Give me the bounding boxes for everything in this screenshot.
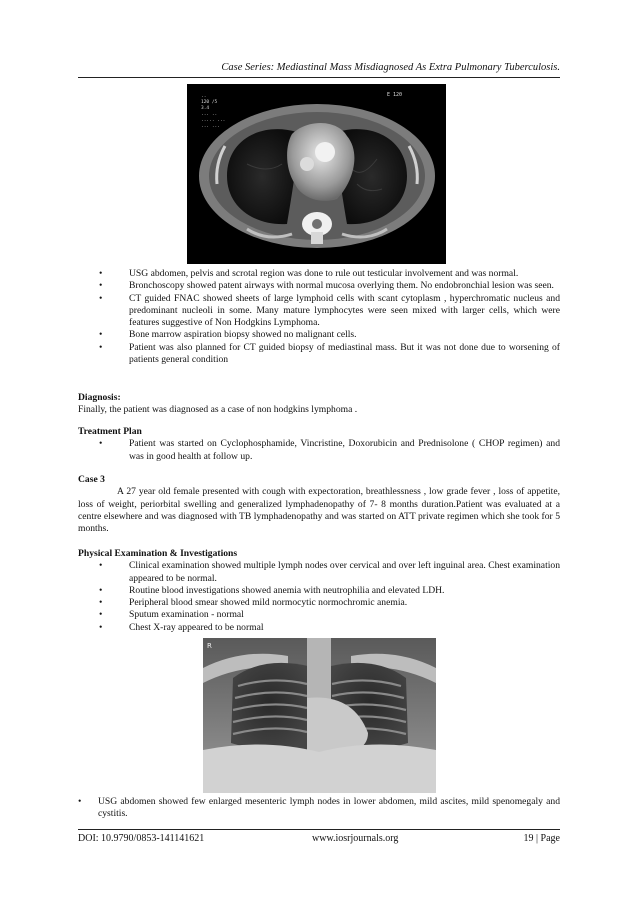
ct-scan-drawing xyxy=(187,84,446,264)
treatment-section xyxy=(78,426,560,463)
bullet-glyph: • xyxy=(99,621,103,633)
bullet-glyph: • xyxy=(99,609,103,621)
list-item: • CT guided FNAC showed sheets of large lymphoid cells with scant cytoplasm , hyperchromatic nucleus and predominant nucleoli in some. Many mature lymphocytes were seen mixed with larger cells, which were features suggestive of Non Hodgkins Lymphoma. xyxy=(99,292,560,329)
case2-investigations xyxy=(78,268,560,366)
list-item: • Chest X-ray appeared to be normal xyxy=(99,621,264,633)
xray-side-marker: R xyxy=(207,642,212,650)
footer-page-number: 19 | Page xyxy=(523,833,560,844)
list-item: • Patient was started on Cyclophosphamide, Vincristine, Doxorubicin and Prednisolone ( CHOP regimen) and was in good health at follow up. xyxy=(99,438,560,462)
bullet-glyph: • xyxy=(99,280,103,292)
bullet-glyph: • xyxy=(99,341,103,353)
physical-exam-section xyxy=(78,548,560,634)
bullet-glyph: • xyxy=(99,329,103,341)
ct-overlay-marker: E 120 xyxy=(386,92,402,98)
list-item: • Peripheral blood smear showed mild normocytic normochromic anemia. xyxy=(99,597,408,609)
chest-xray-image xyxy=(203,638,436,793)
list-item: • Patient was also planned for CT guided biopsy of mediastinal mass. But it was not done due to worsening of patients general condition xyxy=(99,341,560,366)
bullet-glyph: • xyxy=(99,584,103,596)
footer-website: www.iosrjournals.org xyxy=(312,833,399,844)
bullet-glyph: • xyxy=(99,560,103,572)
footer-rule xyxy=(78,829,560,830)
case3-heading: Case 3 xyxy=(78,474,105,485)
bullet-glyph: • xyxy=(99,597,103,609)
diagnosis-text: Finally, the patient was diagnosed as a case of non hodgkins lymphoma . xyxy=(78,404,358,416)
case3-text: A 27 year old female presented with cough with expectoration, breathlessness , low grade fever , loss of appetite, loss of weight, periorbital swelling and generalized lymphadenopathy of 7- 8 months duration.Patient was evaluated at a centre elsewhere and was diagnosed with TB lymphadenopathy and was started on ATT private regimen which she took for 5 months. xyxy=(78,486,560,535)
list-item: • Routine blood investigations showed anemia with neutrophilia and elevated LDH. xyxy=(99,584,445,596)
list-item: • USG abdomen, pelvis and scrotal region was done to rule out testicular involvement and was normal. xyxy=(99,268,519,279)
list-item: • Clinical examination showed multiple lymph nodes over cervical and over left inguinal area. Chest examination appeared to be normal. xyxy=(99,560,560,584)
bullet-glyph: • xyxy=(99,268,103,279)
case3-section xyxy=(78,474,560,535)
diagnosis-heading: Diagnosis: xyxy=(78,392,121,403)
list-item: • Bronchoscopy showed patent airways with normal mucosa overlying them. No endobronchial lesion was seen. xyxy=(99,280,554,292)
chest-xray-drawing xyxy=(203,638,436,793)
case2-investigation-list xyxy=(78,268,560,366)
list-item: • Sputum examination - normal xyxy=(99,609,244,621)
bullet-glyph: • xyxy=(78,796,82,807)
running-title: Case Series: Mediastinal Mass Misdiagnosed As Extra Pulmonary Tuberculosis. xyxy=(221,62,560,73)
ct-overlay-text: .. 120 /5 3.4 ... .. ..... ... ... ... xyxy=(201,94,226,129)
physical-exam-heading: Physical Examination & Investigations xyxy=(78,548,238,559)
bullet-glyph: • xyxy=(99,292,103,304)
ct-scan-image xyxy=(187,84,446,264)
bullet-glyph: • xyxy=(99,438,103,450)
header-rule xyxy=(78,77,560,78)
footer-doi: DOI: 10.9790/0853-141141621 xyxy=(78,833,205,844)
treatment-heading: Treatment Plan xyxy=(78,426,142,437)
list-item: • Bone marrow aspiration biopsy showed no malignant cells. xyxy=(99,329,357,341)
final-item-text: USG abdomen showed few enlarged mesenteric lymph nodes in lower abdomen, mild ascites, mild spenomegaly and cystitis. xyxy=(98,796,560,820)
diagnosis-section xyxy=(78,392,560,417)
final-list-item xyxy=(78,796,560,821)
